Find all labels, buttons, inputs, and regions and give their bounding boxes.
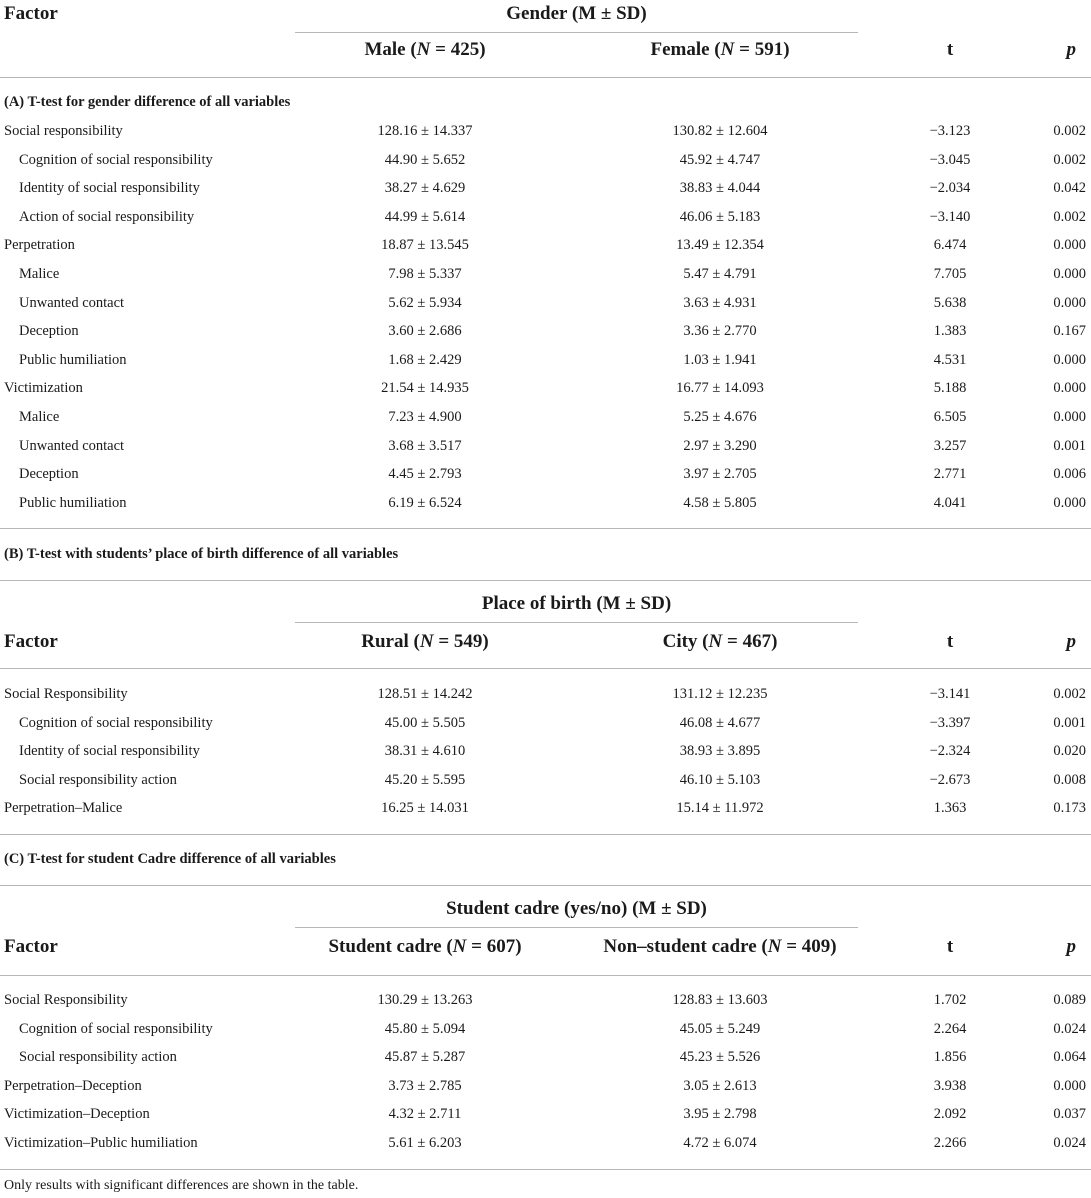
row-t-value: 1.383: [933, 323, 967, 340]
row-t-value: 2.264: [933, 1020, 967, 1037]
row-label: Action of social responsibility: [19, 208, 195, 225]
row-value-group2: 3.36 ± 2.770: [683, 323, 757, 340]
row-label: Social responsibility: [4, 123, 123, 139]
row-p-value: 0.001: [1053, 437, 1086, 454]
row-t-value: 1.856: [933, 1049, 967, 1066]
row-t-value: 4.531: [933, 351, 967, 368]
table-row: [0, 146, 1091, 174]
row-value-group1: 3.60 ± 2.686: [388, 323, 462, 340]
row-p-value: 0.000: [1053, 409, 1086, 425]
row-t-value: 1.363: [933, 800, 967, 817]
row-t-value: −2.673: [929, 771, 971, 788]
group-title-c: Student cadre (yes/no) (M ± SD): [446, 898, 707, 919]
end-rule-b: [0, 834, 1091, 835]
row-t-value: 2.266: [933, 1135, 967, 1151]
row-p-value: 0.000: [1053, 351, 1086, 368]
row-p-value: 0.002: [1053, 151, 1086, 168]
row-p-value: 0.000: [1053, 266, 1086, 282]
row-t-value: −3.397: [929, 714, 971, 731]
row-p-value: 0.001: [1053, 714, 1086, 731]
row-p-value: 0.000: [1053, 1077, 1086, 1094]
table-row: [0, 489, 1091, 517]
row-value-group2: 3.97 ± 2.705: [683, 466, 757, 483]
table-row: [0, 737, 1091, 765]
header-rule-c: [0, 975, 1091, 976]
row-value-group2: 46.08 ± 4.677: [679, 714, 761, 731]
row-value-group2: 3.95 ± 2.798: [683, 1106, 757, 1123]
table-row: [0, 1043, 1091, 1071]
section-title-a: (A) T-test for gender difference of all variables: [4, 94, 291, 110]
row-t-value: −2.324: [929, 743, 971, 760]
row-label: Perpetration: [4, 237, 75, 254]
table-row: [0, 680, 1091, 708]
table-footnote: Only results with significant differences are shown in the table.: [4, 1178, 359, 1193]
row-p-value: 0.000: [1053, 380, 1086, 397]
table-row: [0, 1129, 1091, 1157]
group-title-b: Place of birth (M ± SD): [481, 593, 672, 614]
row-t-value: 6.505: [933, 409, 967, 425]
row-p-value: 0.002: [1053, 208, 1086, 225]
row-value-group1: 6.19 ± 6.524: [388, 494, 462, 511]
row-value-group2: 38.83 ± 4.044: [679, 180, 761, 197]
header-factor-a: Factor: [4, 3, 58, 24]
row-value-group1: 130.29 ± 13.263: [377, 992, 473, 1008]
col1-header-c: Student cadre (N = 607): [328, 936, 522, 957]
end-rule-c: [0, 1169, 1091, 1170]
table-row: [0, 794, 1091, 822]
row-label: Perpetration–Malice: [4, 800, 123, 817]
row-value-group2: 46.10 ± 5.103: [679, 771, 761, 788]
row-p-value: 0.006: [1053, 466, 1086, 483]
t-header-c: t: [946, 936, 954, 957]
header-factor-b: Factor: [4, 631, 58, 652]
table-row: [0, 346, 1091, 374]
row-label: Victimization–Public humiliation: [4, 1135, 198, 1151]
table-row: [0, 231, 1091, 259]
row-value-group1: 38.27 ± 4.629: [384, 180, 466, 197]
row-t-value: −3.141: [929, 686, 971, 702]
row-label: Identity of social responsibility: [19, 743, 200, 760]
row-label: Identity of social responsibility: [19, 180, 200, 197]
row-value-group1: 44.99 ± 5.614: [384, 208, 466, 225]
row-p-value: 0.064: [1053, 1049, 1086, 1066]
row-p-value: 0.024: [1053, 1135, 1086, 1151]
p-header-a: p: [1066, 39, 1076, 60]
row-t-value: 6.474: [933, 237, 967, 254]
table-row: [0, 260, 1091, 288]
row-label: Social Responsibility: [4, 992, 128, 1008]
group-rule-c: [295, 927, 858, 928]
p-header-c: p: [1066, 936, 1076, 957]
row-label: Cognition of social responsibility: [19, 151, 213, 168]
table-row: [0, 709, 1091, 737]
row-label: Social responsibility action: [19, 771, 177, 788]
table-row: [0, 117, 1091, 145]
header-rule-b: [0, 668, 1091, 669]
top-rule-b: [0, 580, 1091, 581]
row-t-value: 7.705: [933, 266, 967, 282]
row-t-value: −3.123: [929, 123, 971, 139]
row-value-group1: 128.16 ± 14.337: [377, 123, 473, 139]
row-label: Social responsibility action: [19, 1049, 177, 1066]
row-p-value: 0.000: [1053, 237, 1086, 254]
row-value-group1: 5.62 ± 5.934: [388, 294, 462, 311]
group-title-a: Gender (M ± SD): [506, 3, 647, 24]
row-value-group1: 3.73 ± 2.785: [388, 1077, 462, 1094]
row-t-value: −3.045: [929, 151, 971, 168]
table-row: [0, 432, 1091, 460]
row-value-group2: 5.25 ± 4.676: [683, 409, 757, 425]
row-value-group2: 131.12 ± 12.235: [672, 686, 768, 702]
row-label: Cognition of social responsibility: [19, 714, 213, 731]
row-t-value: 1.702: [933, 992, 967, 1008]
row-label: Deception: [19, 323, 79, 340]
row-value-group1: 45.20 ± 5.595: [384, 771, 466, 788]
row-label: Social Responsibility: [4, 686, 128, 702]
table-row: [0, 289, 1091, 317]
row-value-group2: 46.06 ± 5.183: [679, 208, 761, 225]
row-t-value: 5.188: [933, 380, 967, 397]
row-label: Victimization: [4, 380, 83, 397]
row-p-value: 0.000: [1053, 294, 1086, 311]
group-rule-b: [295, 622, 858, 623]
row-t-value: 4.041: [933, 494, 967, 511]
table-row: [0, 403, 1091, 431]
row-label: Victimization–Deception: [4, 1106, 150, 1123]
row-t-value: −2.034: [929, 180, 971, 197]
row-t-value: −3.140: [929, 208, 971, 225]
row-t-value: 5.638: [933, 294, 967, 311]
row-label: Public humiliation: [19, 494, 127, 511]
row-p-value: 0.002: [1053, 686, 1086, 702]
row-value-group1: 45.87 ± 5.287: [384, 1049, 466, 1066]
row-value-group1: 128.51 ± 14.242: [377, 686, 473, 702]
row-value-group2: 38.93 ± 3.895: [679, 743, 761, 760]
row-t-value: 2.771: [933, 466, 967, 483]
row-p-value: 0.000: [1053, 494, 1086, 511]
row-value-group1: 18.87 ± 13.545: [381, 237, 469, 254]
row-value-group2: 3.63 ± 4.931: [683, 294, 757, 311]
row-label: Unwanted contact: [19, 294, 125, 311]
row-value-group1: 7.98 ± 5.337: [388, 266, 462, 282]
row-p-value: 0.042: [1053, 180, 1086, 197]
table-row: [0, 174, 1091, 202]
row-t-value: 2.092: [933, 1106, 967, 1123]
top-rule-c: [0, 885, 1091, 886]
end-rule-a: [0, 528, 1091, 529]
row-label: Perpetration–Deception: [4, 1077, 142, 1094]
col2-header-a: Female (N = 591): [650, 39, 790, 60]
row-value-group2: 2.97 ± 3.290: [683, 437, 757, 454]
table-row: [0, 203, 1091, 231]
row-p-value: 0.008: [1053, 771, 1086, 788]
row-value-group2: 4.58 ± 5.805: [683, 494, 757, 511]
table-row: [0, 766, 1091, 794]
row-t-value: 3.938: [933, 1077, 967, 1094]
row-value-group1: 3.68 ± 3.517: [388, 437, 462, 454]
section-title-b: (B) T-test with students’ place of birth difference of all variables: [4, 546, 399, 562]
table-row: [0, 317, 1091, 345]
header-rule-a: [0, 77, 1091, 78]
row-label: Malice: [19, 409, 60, 425]
row-value-group2: 4.72 ± 6.074: [683, 1135, 757, 1151]
row-value-group1: 21.54 ± 14.935: [381, 380, 469, 397]
row-value-group1: 16.25 ± 14.031: [381, 800, 469, 817]
row-p-value: 0.167: [1053, 323, 1086, 340]
table-row: [0, 1072, 1091, 1100]
row-value-group2: 15.14 ± 11.972: [676, 800, 764, 817]
row-value-group2: 130.82 ± 12.604: [672, 123, 768, 139]
row-label: Public humiliation: [19, 351, 127, 368]
row-p-value: 0.020: [1053, 743, 1086, 760]
row-value-group2: 3.05 ± 2.613: [683, 1077, 757, 1094]
group-rule-a: [295, 32, 858, 33]
row-label: Cognition of social responsibility: [19, 1020, 213, 1037]
header-factor-c: Factor: [4, 936, 58, 957]
row-value-group2: 1.03 ± 1.941: [683, 351, 757, 368]
row-value-group1: 38.31 ± 4.610: [384, 743, 466, 760]
row-value-group1: 4.32 ± 2.711: [388, 1106, 462, 1123]
row-value-group2: 128.83 ± 13.603: [672, 992, 768, 1008]
table-row: [0, 1100, 1091, 1128]
section-title-c: (C) T-test for student Cadre difference of all variables: [4, 851, 336, 867]
row-p-value: 0.024: [1053, 1020, 1086, 1037]
t-header-b: t: [946, 631, 954, 652]
row-p-value: 0.173: [1053, 800, 1086, 817]
col1-header-b: Rural (N = 549): [361, 631, 489, 652]
row-value-group2: 45.05 ± 5.249: [679, 1020, 761, 1037]
row-value-group1: 4.45 ± 2.793: [388, 466, 462, 483]
row-p-value: 0.002: [1053, 123, 1086, 139]
table-row: [0, 374, 1091, 402]
col1-header-a: Male (N = 425): [364, 39, 486, 60]
t-header-a: t: [946, 39, 954, 60]
table-row: [0, 986, 1091, 1014]
row-t-value: 3.257: [933, 437, 967, 454]
row-value-group1: 7.23 ± 4.900: [388, 409, 462, 425]
row-value-group2: 13.49 ± 12.354: [676, 237, 764, 254]
table-row: [0, 1015, 1091, 1043]
row-value-group1: 44.90 ± 5.652: [384, 151, 466, 168]
col2-header-b: City (N = 467): [662, 631, 778, 652]
row-label: Unwanted contact: [19, 437, 125, 454]
table-row: [0, 460, 1091, 488]
p-header-b: p: [1066, 631, 1076, 652]
row-value-group2: 16.77 ± 14.093: [676, 380, 764, 397]
row-p-value: 0.037: [1053, 1106, 1086, 1123]
row-value-group1: 45.00 ± 5.505: [384, 714, 466, 731]
row-label: Deception: [19, 466, 79, 483]
row-value-group1: 5.61 ± 6.203: [388, 1135, 462, 1151]
row-label: Malice: [19, 266, 60, 282]
row-p-value: 0.089: [1053, 992, 1086, 1008]
row-value-group2: 5.47 ± 4.791: [683, 266, 757, 282]
col2-header-c: Non–student cadre (N = 409): [603, 936, 837, 957]
row-value-group2: 45.92 ± 4.747: [679, 151, 761, 168]
row-value-group2: 45.23 ± 5.526: [679, 1049, 761, 1066]
row-value-group1: 45.80 ± 5.094: [384, 1020, 466, 1037]
row-value-group1: 1.68 ± 2.429: [388, 351, 462, 368]
